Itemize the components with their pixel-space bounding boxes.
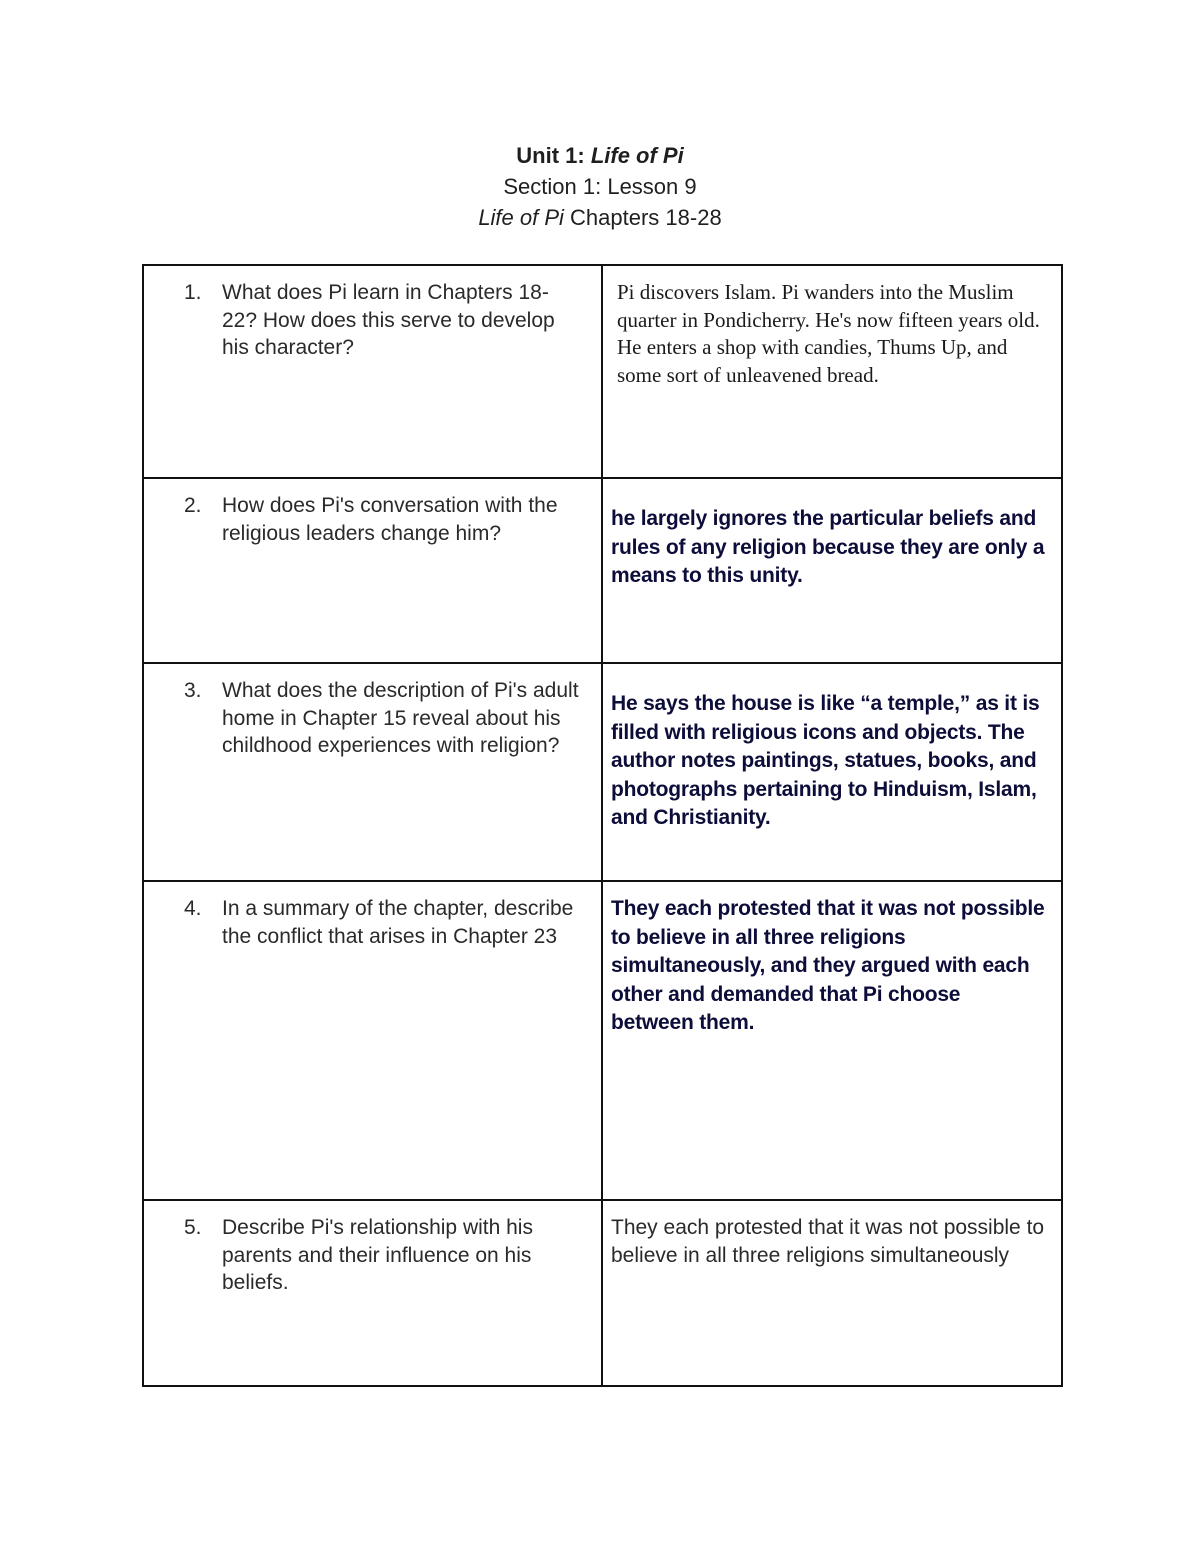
question-text: How does Pi's conversation with the religious leaders change him?: [222, 494, 558, 545]
answer-text: Pi discovers Islam. Pi wanders into the Muslim quarter in Pondicherry. He's now fifteen years old. He enters a shop with candies, Thums Up, and some sort of unleavened bread.: [617, 280, 1040, 387]
table-row: [143, 478, 1062, 663]
table-row: [143, 1200, 1062, 1386]
question-text: Describe Pi's relationship with his parents and their influence on his beliefs.: [222, 1216, 533, 1294]
question-number: 2.: [184, 494, 202, 517]
answer-text: They each protested that it was not possible to believe in all three religions simultaneously: [611, 1216, 1045, 1267]
answer-text: They each protested that it was not possible to believe in all three religions simultaneously, and they argued with each other and demanded that Pi choose between them.: [611, 897, 1045, 1034]
question-number: 1.: [184, 281, 202, 304]
question-text: What does the description of Pi's adult home in Chapter 15 reveal about his childhood experiences with religion?: [222, 679, 579, 757]
table-row: [143, 663, 1062, 881]
question-answer-table: [142, 264, 1063, 1387]
question-number: 4.: [184, 897, 202, 920]
table-row: [143, 265, 1062, 478]
answer-text: He says the house is like “a temple,” as it is filled with religious icons and objects. The author notes paintings, statues, books, and photographs pertaining to Hinduism, Islam, and Christianity.: [611, 692, 1040, 829]
answer-cell: [602, 1200, 1062, 1386]
answer-text: he largely ignores the particular beliefs and rules of any religion because they are only a means to this unity.: [611, 507, 1045, 587]
question-number: 5.: [184, 1216, 202, 1239]
answer-cell: [602, 881, 1062, 1200]
question-cell: [143, 478, 602, 663]
question-cell: [143, 265, 602, 478]
question-cell: [143, 1200, 602, 1386]
answer-cell: [602, 478, 1062, 663]
question-number: 3.: [184, 679, 202, 702]
question-cell: [143, 881, 602, 1200]
answer-cell: [602, 663, 1062, 881]
question-text: In a summary of the chapter, describe the conflict that arises in Chapter 23: [222, 897, 574, 948]
document-header: [0, 140, 1200, 233]
table-row: [143, 881, 1062, 1200]
unit-title: Unit 1: Life of Pi: [516, 143, 684, 168]
question-text: What does Pi learn in Chapters 18-22? How does this serve to develop his character?: [222, 281, 555, 359]
chapters-line: Life of Pi Chapters 18-28: [478, 205, 722, 230]
section-line: Section 1: Lesson 9: [503, 174, 697, 199]
question-cell: [143, 663, 602, 881]
answer-cell: [602, 265, 1062, 478]
